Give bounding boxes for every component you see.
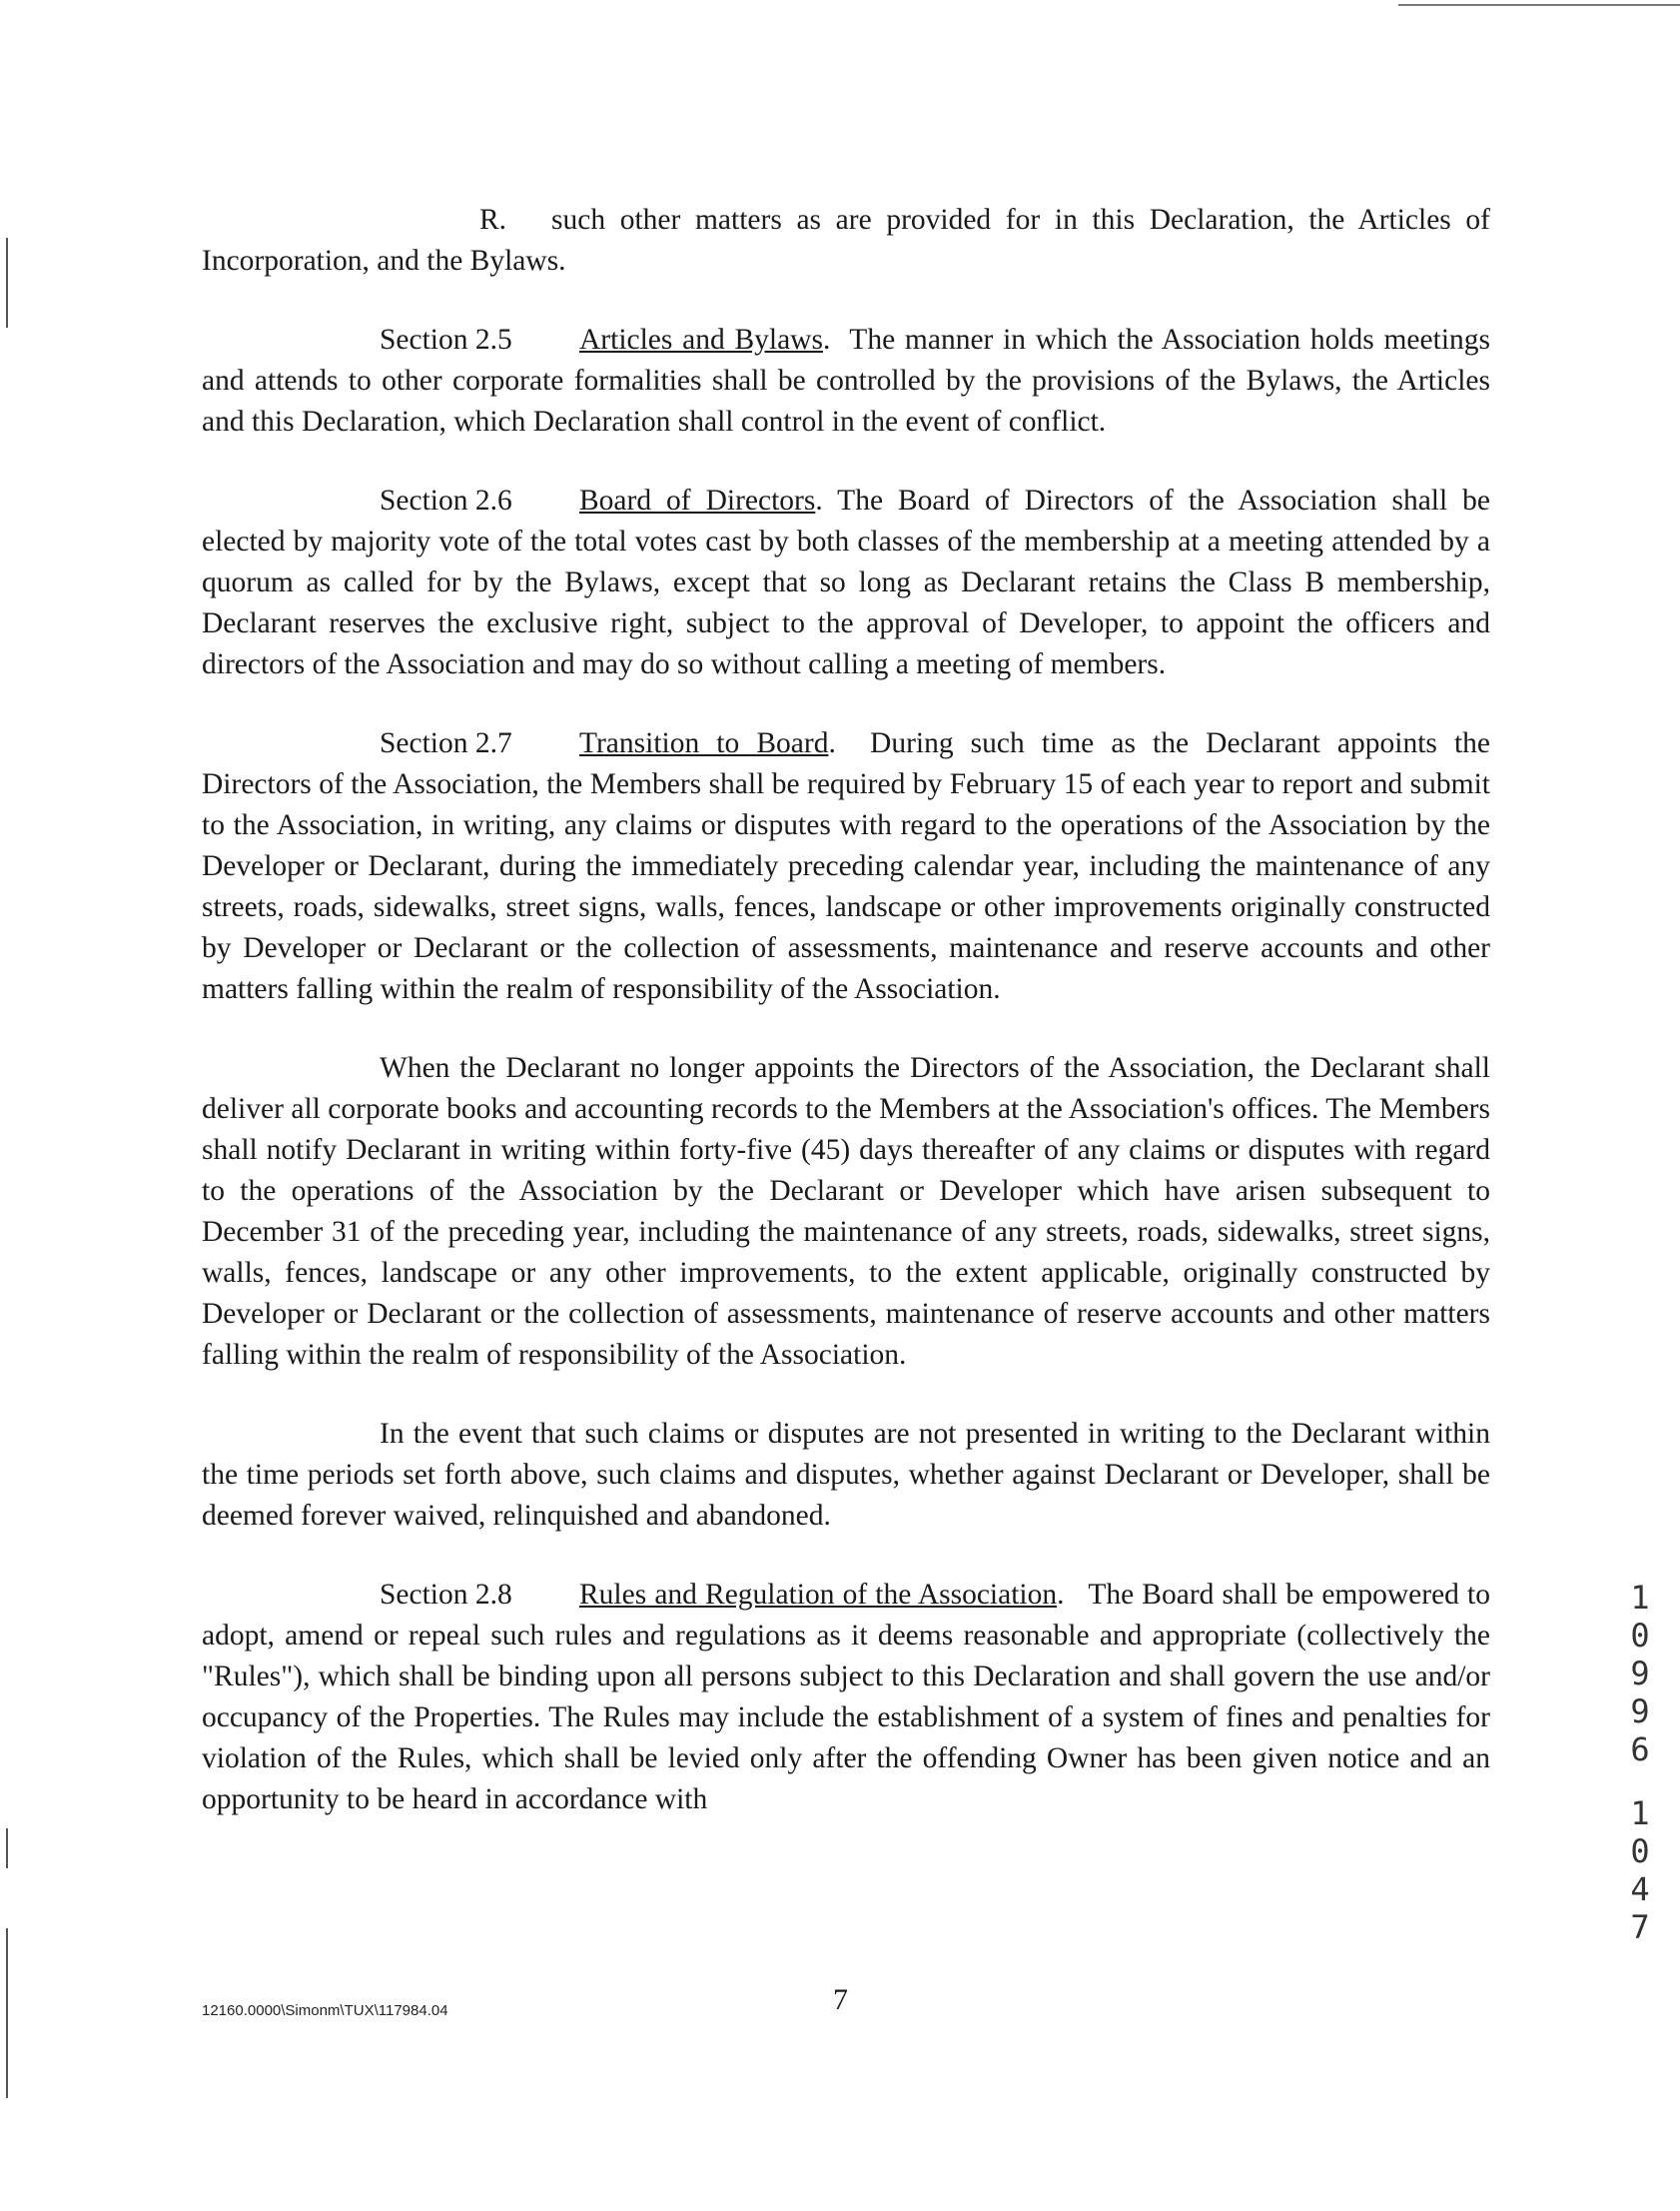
stamp-char: 7 bbox=[1630, 1908, 1650, 1946]
stamp-char: 9 bbox=[1630, 1692, 1650, 1730]
stamp-char: 9 bbox=[1630, 1655, 1650, 1692]
paragraph-text: When the Declarant no longer appoints the Directors of the Association, the Declarant shall deliver all corporate books and accounting records to the Members at the Association's offices. The Members shall notify Declarant in writing within forty-five (45) days thereafter of any claims or disputes with regard to the operations of the Association by the Declarant or Developer which have arisen subsequent to December 31 of the preceding year, including the maintenance of any streets, roads, sidewalks, street signs, walls, fences, landscape or any other improvements, to the extent applicable, originally constructed by Developer or Declarant or the collection of assessments, maintenance of reserve accounts and other matters falling within the realm of responsibility of the Association. bbox=[202, 1052, 1490, 1371]
document-body bbox=[202, 200, 1490, 1858]
section-2-8-paragraph: Section 2.8 Rules and Regulation of the Association. The Board shall be empowered to adopt, amend or repeal such rules and regulations as it deems reasonable and appropriate (collectively the "Rules"), which shall be binding upon all persons subject to this Declaration and shall govern the use and/or occupancy of the Properties. The Rules may include the establishment of a system of fines and penalties for violation of the Rules, which shall be levied only after the offending Owner has been given notice and an opportunity to be heard in accordance with bbox=[202, 1575, 1490, 1820]
section-number: Section 2.6 bbox=[380, 485, 512, 517]
left-margin-mark bbox=[6, 1928, 8, 2098]
section-text: The Board of Directors of the Association shall be elected by majority vote of the total votes cast by both classes of the membership at a meeting attended by a quorum as called for by the Bylaws, except that so long as Declarant retains the Class B membership, Declarant reserves the exclusive right, subject to the approval of Developer, to appoint the officers and directors of the Association and may do so without calling a meeting of members. bbox=[202, 485, 1490, 680]
item-r-text: such other matters as are provided for in this Declaration, the Articles of Incorporation, and the Bylaws. bbox=[202, 204, 1490, 277]
stamp-char: 0 bbox=[1630, 1832, 1650, 1870]
item-r-label: R. bbox=[479, 204, 507, 236]
section-heading: Articles and Bylaws bbox=[579, 324, 823, 356]
document-id-footer: 12160.0000\Simonm\TUX\117984.04 bbox=[202, 2002, 448, 2019]
section-text: During such time as the Declarant appoints the Directors of the Association, the Members shall be required by February 15 of each year to report and submit to the Association, in writing, any claims or disputes with regard to the operations of the Association by the Developer or Declarant, during the immediately preceding calendar year, including the maintenance of any streets, roads, sidewalks, street signs, walls, fences, landscape or other improvements originally constructed by Developer or Declarant or the collection of assessments, maintenance and reserve accounts and other matters falling within the realm of responsibility of the Association. bbox=[202, 727, 1491, 1005]
section-heading: Transition to Board bbox=[579, 727, 829, 759]
left-margin-mark bbox=[6, 238, 8, 328]
left-margin-mark bbox=[6, 1828, 8, 1868]
section-2-7-paragraph: Section 2.7 Transition to Board. During such time as the Declarant appoints the Directors of the Association, the Members shall be required by February 15 of each year to report and submit to the Association, in writing, any claims or disputes with regard to the operations of the Association by the Developer or Declarant, during the immediately preceding calendar year, including the maintenance of any streets, roads, sidewalks, street signs, walls, fences, landscape or other improvements originally constructed by Developer or Declarant or the collection of assessments, maintenance and reserve accounts and other matters falling within the realm of responsibility of the Association. bbox=[202, 723, 1490, 1010]
stamp-char: 1 bbox=[1630, 1579, 1650, 1617]
section-2-6-paragraph: Section 2.6 Board of Directors. The Board of Directors of the Association shall be elected by majority vote of the total votes cast by both classes of the membership at a meeting attended by a quorum as called for by the Bylaws, except that so long as Declarant retains the Class B membership, Declarant reserves the exclusive right, subject to the approval of Developer, to appoint the officers and directors of the Association and may do so without calling a meeting of members. bbox=[202, 481, 1490, 685]
section-heading: Board of Directors bbox=[579, 485, 816, 517]
section-number: Section 2.7 bbox=[380, 727, 512, 759]
section-text: The Board shall be empowered to adopt, amend or repeal such rules and regulations as it deems reasonable and appropriate (collectively the "Rules"), which shall be binding upon all persons subject to this Declaration and shall govern the use and/or occupancy of the Properties. The Rules may include the establishment of a system of fines and penalties for violation of the Rules, which shall be levied only after the offending Owner has been given notice and an opportunity to be heard in accordance with bbox=[202, 1579, 1490, 1815]
section-2-5-paragraph: Section 2.5 Articles and Bylaws. The manner in which the Association holds meetings and attends to other corporate formalities shall be controlled by the provisions of the Bylaws, the Articles and this Declaration, which Declaration shall control in the event of conflict. bbox=[202, 320, 1490, 443]
stamp-char: 0 bbox=[1630, 1617, 1650, 1655]
stamp-char: 4 bbox=[1630, 1870, 1650, 1908]
page-number: 7 bbox=[833, 1983, 848, 2016]
vertical-recording-stamp bbox=[1620, 1579, 1660, 1946]
top-edge-rule bbox=[1398, 4, 1680, 6]
section-heading: Rules and Regulation of the Association bbox=[579, 1579, 1058, 1611]
paragraph-text: In the event that such claims or disputes are not presented in writing to the Declarant within the time periods set forth above, such claims and disputes, whether against Declarant or Developer, shall be deemed forever waived, relinquished and abandoned. bbox=[202, 1418, 1490, 1532]
stamp-char: 6 bbox=[1630, 1730, 1650, 1768]
section-text: The manner in which the Association holds meetings and attends to other corporate formalities shall be controlled by the provisions of the Bylaws, the Articles and this Declaration, which Declaration shall control in the event of conflict. bbox=[202, 324, 1490, 438]
waiver-paragraph bbox=[202, 1414, 1490, 1537]
section-number: Section 2.8 bbox=[380, 1579, 512, 1611]
stamp-char: 1 bbox=[1630, 1794, 1650, 1832]
section-number: Section 2.5 bbox=[380, 324, 512, 356]
declarant-records-paragraph bbox=[202, 1048, 1490, 1376]
item-r-paragraph bbox=[202, 200, 1490, 282]
